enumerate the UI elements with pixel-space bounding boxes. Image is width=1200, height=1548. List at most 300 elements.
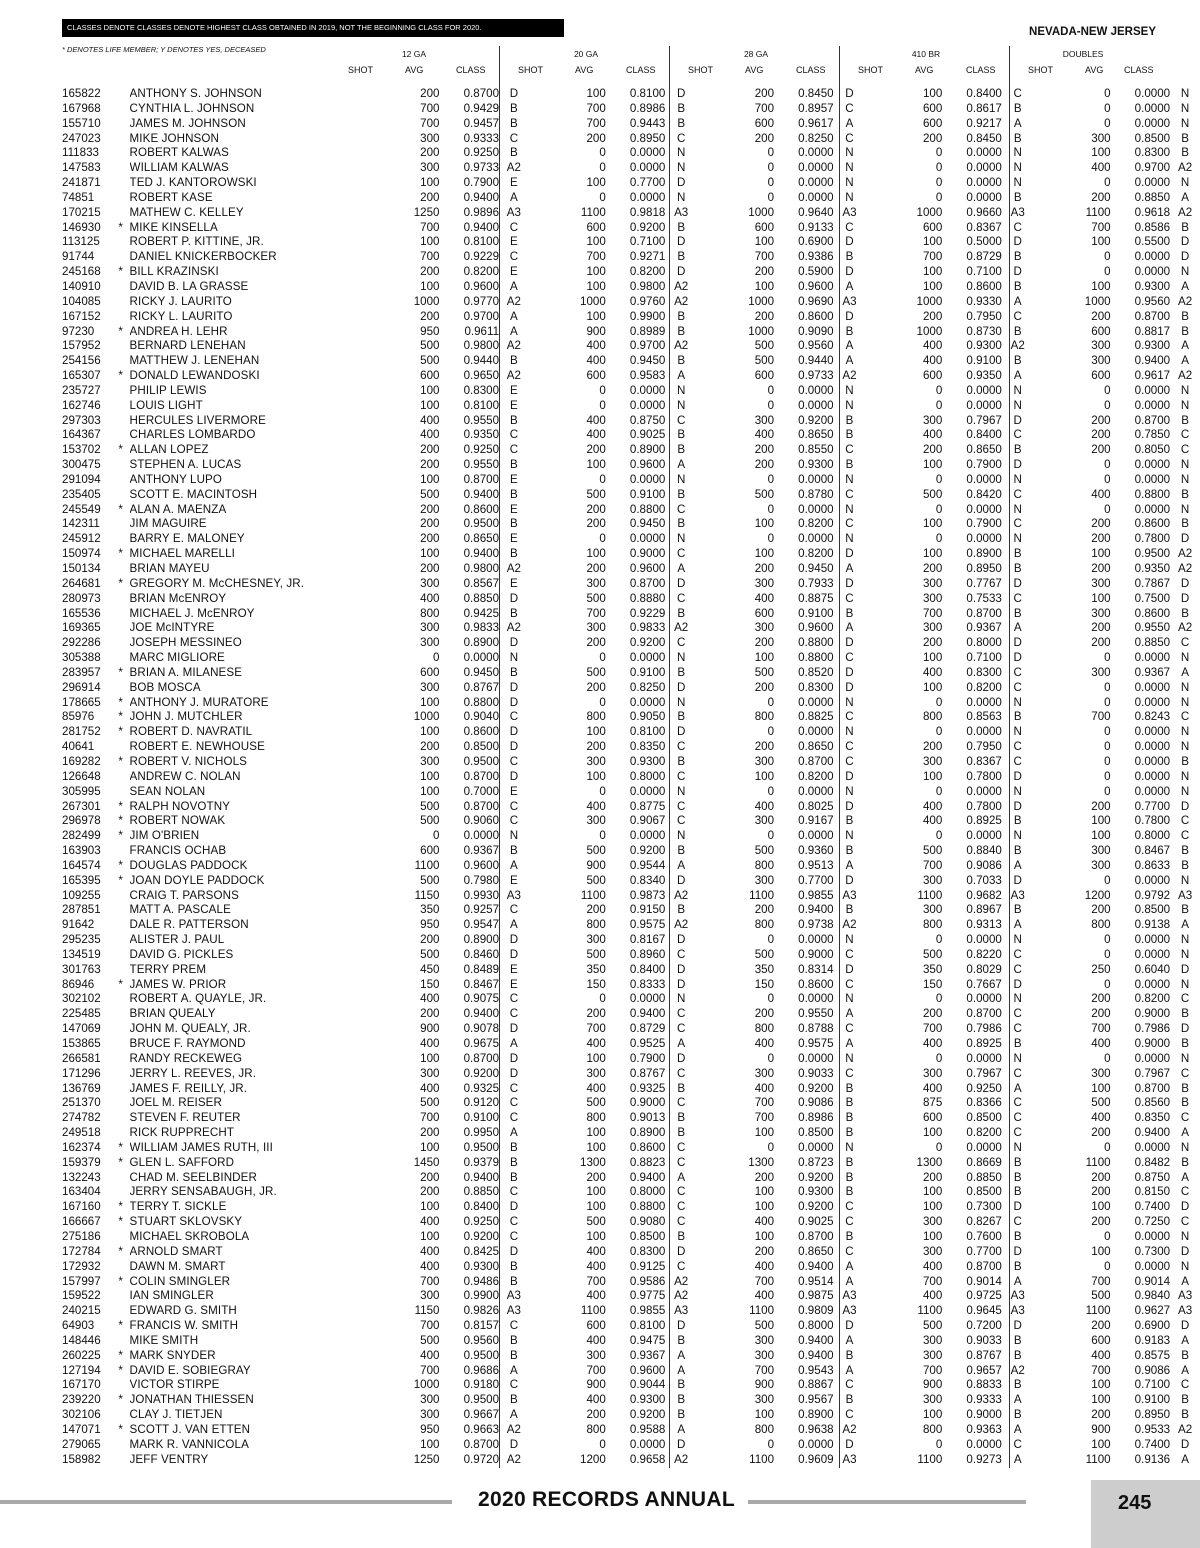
doubles-class: B	[1181, 309, 1189, 323]
table-row	[62, 221, 1200, 236]
20ga-shot: 1300	[580, 1155, 606, 1169]
20ga-class: B	[677, 354, 686, 368]
28ga-avg: 0.9167	[798, 814, 834, 828]
12ga-avg: 0.9400	[463, 1170, 500, 1184]
28ga-class: D	[845, 87, 854, 100]
12ga-shot: 0	[433, 651, 440, 665]
20ga-avg: 0.0000	[629, 190, 666, 204]
table-row	[62, 1007, 1200, 1022]
doubles-class: B	[1181, 858, 1189, 872]
12ga-shot: 100	[420, 472, 440, 486]
doubles-shot: 0	[1104, 1259, 1111, 1273]
doubles-avg: 0.9138	[1134, 918, 1171, 932]
table-row	[62, 829, 1200, 844]
table-row	[62, 191, 1200, 206]
28ga-avg: 0.9450	[798, 562, 834, 575]
410br-avg: 0.7200	[966, 1319, 1002, 1333]
410br-shot: 300	[922, 1393, 943, 1407]
shooter-name: JERRY L. REEVES, JR.	[129, 1066, 257, 1080]
table-row	[62, 532, 1200, 547]
12ga-avg: 0.9500	[463, 1348, 500, 1362]
12ga-shot: 100	[420, 547, 440, 561]
doubles-shot: 400	[1091, 161, 1111, 175]
410br-avg: 0.9367	[966, 621, 1002, 635]
doubles-avg: 0.0000	[1134, 725, 1171, 739]
table-row	[62, 1364, 1200, 1379]
410br-avg: 0.8900	[966, 547, 1002, 561]
20ga-shot: 0	[599, 190, 606, 204]
28ga-avg: 0.9875	[798, 1289, 834, 1303]
28ga-avg: 0.9300	[798, 458, 834, 472]
20ga-avg: 0.9833	[629, 621, 666, 635]
doubles-avg: 0.8467	[1134, 844, 1171, 858]
410br-class: C	[1013, 87, 1022, 100]
member-id: 170215	[62, 205, 101, 219]
410br-shot: 100	[922, 1126, 943, 1140]
28ga-class: N	[845, 502, 854, 516]
12ga-shot: 100	[420, 235, 440, 249]
shooter-name: DALE R. PATTERSON	[129, 918, 249, 932]
member-id: 165395	[62, 873, 101, 887]
20ga-class: B	[677, 1126, 686, 1140]
20ga-shot: 400	[586, 799, 606, 813]
410br-class: B	[1013, 131, 1022, 145]
12ga-class: D	[509, 1051, 519, 1065]
12ga-avg: 0.8425	[463, 1244, 500, 1258]
member-id: 165822	[62, 87, 101, 100]
20ga-class: A2	[674, 1289, 689, 1303]
20ga-avg: 0.8333	[629, 977, 666, 991]
life-member-mark	[112, 414, 130, 429]
12ga-avg: 0.9450	[463, 665, 500, 679]
doubles-class: B	[1181, 1348, 1189, 1362]
28ga-class: A3	[842, 205, 857, 219]
20ga-class: A	[677, 369, 686, 383]
20ga-avg: 0.7700	[629, 176, 666, 190]
doubles-avg: 0.9533	[1134, 1422, 1171, 1436]
20ga-class: N	[676, 992, 686, 1006]
410br-avg: 0.8420	[966, 487, 1002, 501]
table-row	[62, 681, 1200, 696]
410br-shot: 400	[922, 1289, 943, 1303]
410br-shot: 1000	[916, 205, 943, 219]
28ga-class: D	[845, 873, 854, 887]
20ga-shot: 100	[586, 1185, 606, 1199]
28ga-class: N	[845, 784, 854, 798]
20ga-class: A2	[674, 1452, 689, 1466]
20ga-class: A3	[674, 1304, 689, 1318]
life-member-mark	[112, 1037, 130, 1052]
records-table-body	[62, 87, 1200, 1467]
28ga-shot: 100	[754, 1408, 775, 1422]
28ga-class: C	[845, 947, 854, 961]
20ga-shot: 200	[586, 562, 606, 575]
20ga-shot: 100	[586, 1229, 606, 1243]
28ga-shot: 150	[754, 977, 775, 991]
410br-class: N	[1013, 829, 1022, 843]
28ga-shot: 0	[767, 398, 775, 412]
410br-class: A3	[1010, 888, 1025, 902]
410br-avg: 0.8650	[966, 443, 1002, 457]
20ga-avg: 0.8600	[629, 1140, 666, 1154]
col-header-avg: AVG	[915, 65, 934, 75]
doubles-avg: 0.0000	[1134, 101, 1171, 115]
12ga-class: C	[509, 1096, 519, 1110]
28ga-class: N	[845, 992, 854, 1006]
shooter-name: ROBERT KASE	[129, 190, 213, 204]
shooter-name: BRUCE F. RAYMOND	[129, 1037, 246, 1050]
doubles-class: N	[1180, 116, 1190, 130]
shooter-name: STEVEN F. REUTER	[129, 1111, 241, 1125]
12ga-avg: 0.9257	[463, 903, 500, 917]
member-id: 113125	[62, 235, 100, 249]
28ga-avg: 0.9200	[798, 1200, 834, 1214]
life-member-mark	[112, 517, 130, 532]
20ga-avg: 0.8950	[629, 131, 666, 145]
doubles-avg: 0.8600	[1134, 606, 1171, 620]
410br-shot: 300	[922, 903, 943, 917]
28ga-avg: 0.9600	[798, 279, 834, 293]
life-member-mark	[112, 740, 130, 755]
28ga-avg: 0.9440	[798, 354, 834, 368]
410br-avg: 0.9217	[966, 116, 1002, 130]
12ga-class: E	[510, 962, 518, 976]
410br-avg: 0.9086	[966, 858, 1002, 872]
12ga-shot: 100	[420, 383, 440, 397]
12ga-avg: 0.8100	[463, 398, 500, 412]
doubles-class: B	[1181, 1007, 1189, 1021]
28ga-class: C	[845, 220, 854, 234]
doubles-avg: 0.7967	[1134, 1066, 1171, 1080]
28ga-class: C	[845, 131, 854, 145]
doubles-shot: 200	[1091, 1185, 1111, 1199]
410br-class: B	[1013, 710, 1022, 724]
410br-class: A2	[1010, 1363, 1025, 1377]
410br-avg: 0.8500	[966, 1111, 1002, 1125]
28ga-class: C	[845, 977, 854, 991]
life-member-mark	[112, 1096, 130, 1111]
28ga-avg: 0.9514	[798, 1274, 834, 1288]
12ga-shot: 1000	[413, 294, 440, 308]
28ga-avg: 0.9733	[798, 369, 834, 383]
table-row	[62, 339, 1200, 354]
28ga-class: A	[845, 279, 854, 293]
shooter-name: ALLAN LOPEZ	[129, 443, 209, 457]
28ga-class: B	[845, 814, 854, 828]
member-id: 153702	[62, 443, 101, 457]
12ga-shot: 300	[420, 1408, 440, 1422]
28ga-class: C	[845, 1244, 854, 1258]
12ga-avg: 0.9400	[463, 1007, 500, 1021]
28ga-shot: 400	[754, 1259, 775, 1273]
shooter-name: RANDY RECKEWEG	[129, 1051, 243, 1065]
28ga-avg: 0.9400	[798, 1333, 834, 1347]
doubles-class: C	[1180, 1111, 1190, 1125]
20ga-avg: 0.9271	[629, 250, 666, 264]
410br-shot: 1000	[916, 324, 943, 338]
20ga-avg: 0.9000	[629, 547, 666, 561]
life-member-mark	[112, 295, 130, 310]
member-id: 266581	[62, 1051, 101, 1065]
doubles-class: C	[1180, 428, 1190, 442]
20ga-shot: 700	[586, 250, 606, 264]
20ga-class: D	[676, 977, 686, 991]
12ga-avg: 0.9040	[463, 710, 500, 724]
12ga-class: A	[510, 279, 518, 293]
doubles-class: N	[1180, 383, 1190, 397]
28ga-shot: 300	[754, 754, 775, 768]
life-member-mark	[112, 1408, 130, 1423]
28ga-shot: 0	[767, 784, 775, 798]
12ga-avg: 0.8900	[463, 636, 500, 650]
20ga-class: B	[677, 428, 686, 442]
doubles-class: B	[1181, 754, 1189, 768]
20ga-class: N	[676, 146, 686, 160]
footer-title: 2020 RECORDS ANNUAL	[478, 1488, 735, 1511]
life-member-mark	[112, 844, 130, 859]
28ga-avg: 0.9300	[798, 1185, 834, 1199]
shooter-name: ARNOLD SMART	[129, 1244, 223, 1258]
table-row	[62, 473, 1200, 488]
28ga-avg: 0.0000	[798, 725, 834, 739]
12ga-shot: 500	[420, 799, 440, 813]
12ga-shot: 500	[420, 354, 440, 368]
410br-avg: 0.7800	[966, 769, 1002, 783]
28ga-avg: 0.8520	[798, 665, 834, 679]
12ga-avg: 0.8400	[463, 1200, 500, 1214]
410br-avg: 0.7667	[966, 977, 1002, 991]
member-id: 301763	[62, 962, 101, 976]
doubles-class: D	[1180, 1200, 1190, 1214]
28ga-avg: 0.8800	[798, 636, 834, 650]
12ga-shot: 300	[420, 1289, 440, 1303]
20ga-shot: 700	[586, 116, 606, 130]
member-id: 169282	[62, 754, 101, 768]
doubles-class: B	[1181, 903, 1189, 917]
410br-shot: 200	[922, 740, 943, 754]
life-member-mark: *	[118, 324, 123, 338]
20ga-class: C	[676, 636, 686, 650]
doubles-shot: 900	[1091, 1422, 1111, 1436]
table-row	[62, 1319, 1200, 1334]
28ga-shot: 800	[754, 710, 775, 724]
12ga-avg: 0.0000	[463, 651, 500, 665]
28ga-class: D	[845, 1437, 854, 1451]
410br-avg: 0.8400	[966, 428, 1002, 442]
table-row	[62, 1260, 1200, 1275]
410br-avg: 0.8700	[966, 606, 1002, 620]
12ga-class: A	[510, 1408, 518, 1422]
member-id: 148446	[62, 1333, 101, 1347]
410br-shot: 300	[922, 1215, 943, 1229]
doubles-shot: 200	[1091, 621, 1111, 635]
member-id: 169365	[62, 621, 101, 635]
410br-class: B	[1013, 562, 1022, 575]
28ga-avg: 0.9400	[798, 903, 834, 917]
28ga-shot: 800	[754, 1022, 775, 1036]
28ga-shot: 0	[767, 933, 775, 947]
12ga-class: D	[509, 725, 519, 739]
legend-note: * DENOTES LIFE MEMBER; Y DENOTES YES, DECEASED	[62, 45, 266, 54]
doubles-avg: 0.8575	[1134, 1348, 1171, 1362]
20ga-class: D	[676, 1051, 686, 1065]
12ga-avg: 0.9500	[463, 1393, 500, 1407]
shooter-name: DOUGLAS PADDOCK	[129, 858, 248, 872]
12ga-shot: 100	[420, 398, 440, 412]
410br-class: B	[1013, 101, 1022, 115]
col-header-avg: AVG	[575, 65, 594, 75]
col-header-shot: SHOT	[688, 65, 714, 75]
member-id: 240215	[62, 1304, 101, 1318]
410br-avg: 0.7900	[966, 517, 1002, 531]
life-member-mark	[112, 607, 130, 622]
28ga-class: C	[845, 101, 854, 115]
doubles-shot: 200	[1091, 1319, 1111, 1333]
doubles-avg: 0.8482	[1134, 1155, 1171, 1169]
life-member-mark	[112, 1304, 130, 1319]
28ga-shot: 300	[754, 413, 775, 427]
member-id: 164367	[62, 428, 101, 442]
12ga-avg: 0.9429	[463, 101, 500, 115]
member-id: 167170	[62, 1378, 101, 1392]
20ga-shot: 400	[586, 1393, 606, 1407]
410br-shot: 100	[922, 680, 943, 694]
20ga-class: B	[677, 710, 686, 724]
28ga-class: C	[845, 1215, 854, 1229]
28ga-avg: 0.9855	[798, 888, 834, 902]
member-id: 166667	[62, 1215, 101, 1229]
12ga-avg: 0.8900	[463, 933, 500, 947]
12ga-shot: 200	[420, 740, 440, 754]
12ga-avg: 0.9075	[463, 992, 500, 1006]
28ga-shot: 700	[754, 101, 775, 115]
shooter-name: BRIAN MAYEU	[129, 562, 210, 575]
28ga-class: A3	[842, 888, 857, 902]
table-row	[62, 117, 1200, 132]
12ga-shot: 200	[420, 562, 440, 575]
doubles-class: A	[1181, 1170, 1189, 1184]
410br-avg: 0.9033	[966, 1333, 1002, 1347]
20ga-shot: 300	[586, 1348, 606, 1362]
table-row	[62, 933, 1200, 948]
410br-class: B	[1013, 1378, 1022, 1392]
doubles-avg: 0.9183	[1134, 1333, 1171, 1347]
20ga-class: D	[676, 576, 686, 590]
410br-class: N	[1013, 176, 1022, 190]
410br-shot: 300	[922, 1333, 943, 1347]
20ga-shot: 700	[586, 1274, 606, 1288]
12ga-avg: 0.9400	[463, 487, 500, 501]
doubles-shot: 200	[1091, 532, 1111, 546]
member-id: 91744	[62, 250, 95, 264]
shooter-name: CYNTHIA L. JOHNSON	[129, 101, 255, 115]
12ga-shot: 950	[420, 918, 440, 932]
doubles-avg: 0.0000	[1134, 680, 1171, 694]
12ga-shot: 200	[420, 1185, 440, 1199]
28ga-shot: 400	[754, 799, 775, 813]
doubles-shot: 700	[1091, 1022, 1111, 1036]
410br-class: D	[1013, 1244, 1022, 1258]
410br-class: B	[1013, 250, 1022, 264]
12ga-shot: 1150	[414, 1304, 440, 1318]
28ga-shot: 800	[754, 918, 775, 932]
12ga-class: B	[510, 458, 518, 472]
doubles-avg: 0.0000	[1134, 116, 1171, 130]
20ga-class: A	[677, 1037, 686, 1050]
doubles-shot: 100	[1091, 1081, 1111, 1095]
410br-shot: 100	[922, 517, 943, 531]
doubles-class: B	[1181, 146, 1189, 160]
20ga-avg: 0.9013	[629, 1111, 666, 1125]
shooter-name: DONALD LEWANDOSKI	[129, 369, 260, 383]
12ga-class: C	[509, 220, 519, 234]
28ga-class: N	[845, 161, 854, 175]
20ga-shot: 100	[586, 309, 606, 323]
shooter-name: TED J. KANTOROWSKI	[129, 176, 257, 190]
28ga-class: A	[845, 1259, 854, 1273]
doubles-avg: 0.9550	[1134, 621, 1171, 635]
28ga-shot: 400	[754, 1215, 775, 1229]
shooter-name: RICKY J. LAURITO	[129, 294, 232, 308]
12ga-avg: 0.9733	[463, 161, 500, 175]
12ga-avg: 0.9667	[463, 1408, 500, 1422]
12ga-avg: 0.9200	[463, 1229, 500, 1243]
410br-avg: 0.8000	[966, 636, 1002, 650]
doubles-shot: 200	[1091, 1408, 1111, 1422]
doubles-avg: 0.8500	[1134, 903, 1171, 917]
28ga-shot: 0	[767, 383, 775, 397]
410br-class: D	[1013, 799, 1022, 813]
410br-shot: 200	[922, 443, 943, 457]
12ga-class: B	[510, 1348, 518, 1362]
20ga-avg: 0.9200	[629, 1408, 666, 1422]
shooter-name: RICKY L. LAURITO	[129, 309, 233, 323]
member-id: 300475	[62, 458, 101, 472]
410br-avg: 0.7700	[966, 1244, 1002, 1258]
12ga-class: D	[509, 1066, 519, 1080]
410br-shot: 0	[935, 725, 943, 739]
doubles-class: N	[1180, 680, 1190, 694]
20ga-avg: 0.9600	[629, 458, 666, 472]
table-row	[62, 176, 1200, 191]
12ga-class: B	[510, 1140, 518, 1154]
410br-class: B	[1013, 844, 1022, 858]
12ga-shot: 700	[420, 1319, 440, 1333]
shooter-name: JAMES F. REILLY, JR.	[129, 1081, 248, 1095]
410br-avg: 0.0000	[966, 398, 1002, 412]
28ga-avg: 0.8600	[798, 977, 834, 991]
28ga-avg: 0.0000	[798, 176, 834, 190]
410br-class: B	[1013, 1185, 1022, 1199]
20ga-avg: 0.8960	[629, 947, 666, 961]
doubles-class: A2	[1177, 161, 1193, 175]
28ga-class: D	[845, 799, 854, 813]
doubles-class: A2	[1177, 1422, 1193, 1436]
12ga-class: C	[509, 814, 519, 828]
doubles-shot: 0	[1104, 651, 1111, 665]
20ga-class: D	[676, 235, 686, 249]
410br-avg: 0.9273	[966, 1452, 1002, 1466]
member-id: 296978	[62, 814, 101, 828]
member-id: 136769	[62, 1081, 101, 1095]
410br-avg: 0.0000	[966, 992, 1002, 1006]
doubles-class: B	[1181, 487, 1189, 501]
12ga-avg: 0.8850	[463, 591, 500, 605]
28ga-shot: 600	[754, 369, 775, 383]
table-row	[62, 1304, 1200, 1319]
12ga-class: C	[509, 1319, 519, 1333]
doubles-avg: 0.0000	[1134, 383, 1171, 397]
